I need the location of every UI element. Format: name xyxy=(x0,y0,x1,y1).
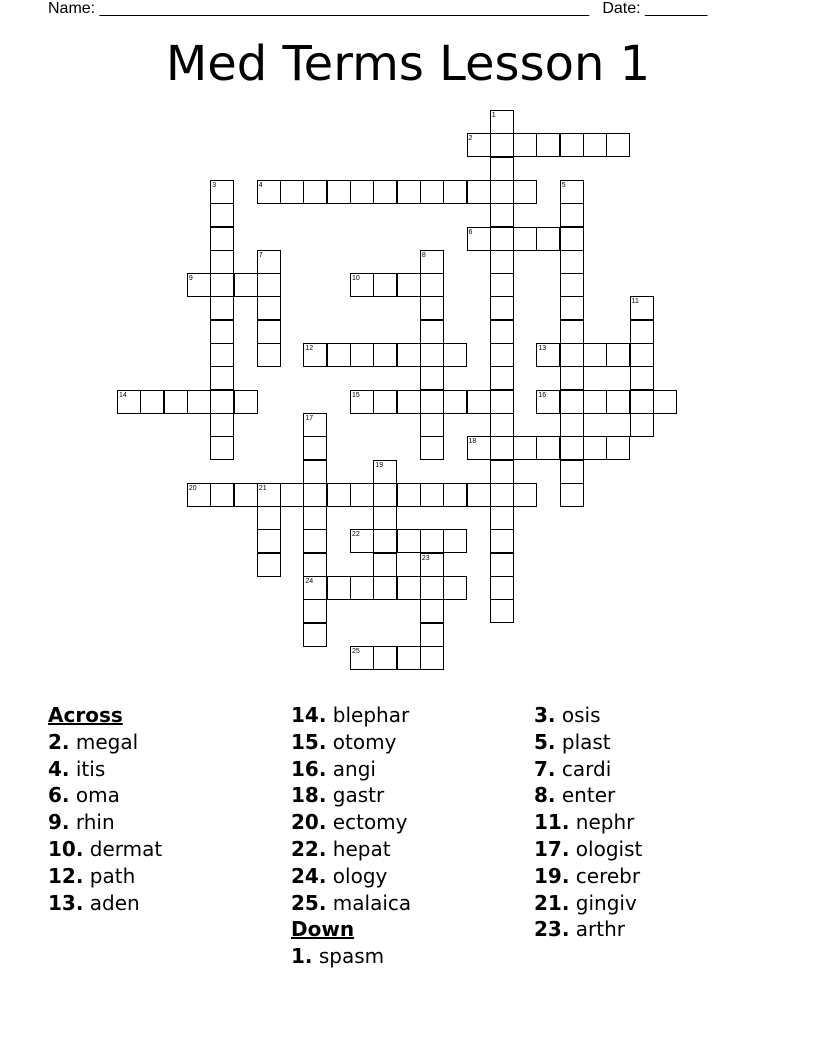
grid-cell[interactable] xyxy=(490,576,514,600)
grid-cell[interactable] xyxy=(210,320,234,344)
grid-cell[interactable] xyxy=(490,203,514,227)
grid-cell[interactable] xyxy=(303,436,327,460)
name-label: Name: xyxy=(48,0,96,17)
grid-cell[interactable] xyxy=(420,623,444,647)
clue-text: hepat xyxy=(326,836,391,861)
clue-text: cardi xyxy=(555,756,612,781)
grid-cell[interactable] xyxy=(420,273,444,297)
grid-cell[interactable] xyxy=(350,180,374,204)
clue-number: 22. xyxy=(291,836,327,861)
grid-cell[interactable] xyxy=(490,436,514,460)
grid-cell[interactable] xyxy=(257,320,281,344)
grid-cell[interactable] xyxy=(583,343,607,367)
clue-number-label: 24 xyxy=(305,578,314,585)
clue-number: 2. xyxy=(48,729,70,754)
clue-text: rhin xyxy=(69,810,115,835)
clue-number-label: 11 xyxy=(631,298,639,306)
clue-number-label: 4 xyxy=(258,181,263,189)
clue-text: arthr xyxy=(569,917,626,942)
clue-number-label: 18 xyxy=(468,438,477,446)
grid-cell[interactable] xyxy=(420,646,444,670)
clue-number: 19. xyxy=(534,863,570,888)
grid-cell[interactable] xyxy=(164,390,188,414)
clue-item xyxy=(534,836,642,863)
grid-cell[interactable] xyxy=(560,460,584,484)
clue-number-label: 5 xyxy=(561,181,566,189)
clue-item xyxy=(48,836,162,863)
clue-item xyxy=(48,809,162,836)
clue-number-label: 14 xyxy=(119,391,127,399)
grid-cell[interactable] xyxy=(583,436,607,460)
grid-cell[interactable] xyxy=(420,180,444,204)
grid-cell[interactable] xyxy=(373,273,397,297)
clue-heading: Across xyxy=(48,703,123,727)
clue-item xyxy=(534,782,642,809)
grid-cell[interactable] xyxy=(373,390,397,414)
grid-cell[interactable] xyxy=(234,483,258,507)
clue-text: aden xyxy=(83,890,140,915)
page-title: Med Terms Lesson 1 xyxy=(165,36,651,92)
clue-number-label: 19 xyxy=(375,461,384,469)
grid-cell[interactable] xyxy=(210,250,234,274)
clue-number-label: 13 xyxy=(538,345,547,352)
clue-text: malaica xyxy=(326,890,412,915)
grid-cell[interactable] xyxy=(420,576,444,600)
clue-item xyxy=(291,702,411,729)
clue-heading: Down xyxy=(291,917,355,942)
clue-number: 20. xyxy=(291,810,327,835)
grid-cell[interactable] xyxy=(653,390,677,414)
grid-cell[interactable] xyxy=(560,273,584,297)
grid-cell[interactable] xyxy=(303,553,327,577)
clue-number-label: 8 xyxy=(421,251,426,259)
clue-text: itis xyxy=(69,756,106,781)
grid-cell[interactable] xyxy=(443,390,467,414)
grid-cell[interactable] xyxy=(560,227,584,251)
clue-item xyxy=(534,756,642,783)
grid-cell[interactable] xyxy=(397,576,421,600)
grid-cell[interactable] xyxy=(350,483,374,507)
clue-item xyxy=(48,890,162,917)
grid-cell[interactable] xyxy=(560,296,584,320)
grid-cell[interactable] xyxy=(490,413,514,437)
grid-cell[interactable] xyxy=(373,180,397,204)
grid-cell[interactable] xyxy=(420,343,444,367)
grid-cell[interactable] xyxy=(630,343,654,367)
clue-text: megal xyxy=(69,729,139,754)
clue-item xyxy=(291,756,411,783)
clue-number: 7. xyxy=(534,756,556,781)
grid-cell[interactable] xyxy=(560,483,584,507)
date-label: Date: xyxy=(602,0,641,17)
grid-cell[interactable] xyxy=(210,483,234,507)
clue-text: dermat xyxy=(83,836,163,861)
clue-number-label: 10 xyxy=(352,275,360,283)
grid-cell[interactable] xyxy=(257,296,281,320)
grid-cell[interactable] xyxy=(513,180,537,204)
grid-cell[interactable] xyxy=(420,390,444,414)
grid-cell[interactable] xyxy=(350,576,374,600)
grid-cell[interactable] xyxy=(397,390,421,414)
grid-cell[interactable] xyxy=(397,343,421,367)
grid-cell[interactable] xyxy=(490,133,514,157)
grid-cell[interactable] xyxy=(327,343,351,367)
grid-cell[interactable] xyxy=(397,273,421,297)
clue-item xyxy=(291,782,411,809)
clue-number: 6. xyxy=(48,783,70,808)
clue-text: ectomy xyxy=(326,810,408,835)
grid-cell[interactable] xyxy=(257,273,281,297)
grid-cell[interactable] xyxy=(560,413,584,437)
clue-number: 17. xyxy=(534,836,570,861)
clue-item xyxy=(48,729,162,756)
clue-number: 25. xyxy=(291,890,327,915)
grid-cell[interactable] xyxy=(420,436,444,460)
grid-cell[interactable] xyxy=(560,320,584,344)
grid-cell[interactable] xyxy=(490,250,514,274)
grid-cell[interactable] xyxy=(536,436,560,460)
grid-cell[interactable] xyxy=(630,320,654,344)
grid-cell[interactable] xyxy=(257,506,281,530)
grid-cell[interactable] xyxy=(630,366,654,390)
grid-cell[interactable] xyxy=(490,296,514,320)
clue-item xyxy=(534,702,642,729)
clue-number-label: 2 xyxy=(468,135,473,143)
grid-cell[interactable] xyxy=(327,576,351,600)
grid-cell[interactable] xyxy=(210,203,234,227)
clue-number-label: 23 xyxy=(421,554,430,562)
clue-number-label: 7 xyxy=(258,251,263,259)
grid-cell[interactable] xyxy=(420,413,444,437)
clue-number-label: 21 xyxy=(258,484,267,492)
clue-item xyxy=(291,890,411,917)
clue-text: blephar xyxy=(326,703,410,727)
grid-cell[interactable] xyxy=(490,366,514,390)
grid-cell[interactable] xyxy=(280,180,304,204)
date-blank[interactable]: _______ xyxy=(645,0,708,17)
clue-text: gingiv xyxy=(569,890,637,915)
clue-column-3 xyxy=(534,702,642,943)
grid-cell[interactable] xyxy=(373,576,397,600)
clue-number: 1. xyxy=(291,944,313,969)
grid-cell[interactable] xyxy=(560,436,584,460)
clue-item xyxy=(534,809,642,836)
grid-cell[interactable] xyxy=(513,133,537,157)
grid-cell[interactable] xyxy=(443,483,467,507)
clue-item xyxy=(291,809,411,836)
grid-cell[interactable] xyxy=(303,483,327,507)
clue-number-label: 1 xyxy=(491,112,496,119)
grid-cell[interactable] xyxy=(513,227,537,251)
clue-number: 16. xyxy=(291,756,327,781)
grid-cell[interactable] xyxy=(234,273,258,297)
grid-cell[interactable] xyxy=(490,273,514,297)
grid-cell[interactable] xyxy=(210,273,234,297)
grid-cell[interactable] xyxy=(257,343,281,367)
grid-cell[interactable] xyxy=(443,343,467,367)
clue-number: 15. xyxy=(291,729,327,754)
grid-cell[interactable] xyxy=(583,133,607,157)
clue-text: angi xyxy=(326,756,376,781)
grid-cell[interactable] xyxy=(327,180,351,204)
clue-number-label: 12 xyxy=(305,345,314,352)
clue-number: 3. xyxy=(534,703,556,727)
clue-number-label: 22 xyxy=(352,531,360,539)
clue-item xyxy=(291,943,411,970)
clue-number: 18. xyxy=(291,783,327,808)
grid-cell[interactable] xyxy=(210,227,234,251)
grid-cell[interactable] xyxy=(467,483,491,507)
clue-text: enter xyxy=(555,783,616,808)
clue-number-label: 16 xyxy=(538,391,547,399)
grid-cell[interactable] xyxy=(490,599,514,623)
grid-cell[interactable] xyxy=(490,343,514,367)
grid-cell[interactable] xyxy=(234,390,258,414)
clue-number-label: 20 xyxy=(188,484,197,492)
clue-item xyxy=(291,729,411,756)
grid-cell[interactable] xyxy=(420,320,444,344)
clue-number: 4. xyxy=(48,756,70,781)
name-blank[interactable]: _______________________________________________________ xyxy=(99,0,589,17)
grid-cell[interactable] xyxy=(303,180,327,204)
grid-cell[interactable] xyxy=(257,529,281,553)
grid-cell[interactable] xyxy=(373,529,397,553)
clue-text: osis xyxy=(555,703,601,727)
grid-cell[interactable] xyxy=(490,553,514,577)
grid-cell[interactable] xyxy=(350,343,374,367)
grid-cell[interactable] xyxy=(560,343,584,367)
clue-number: 13. xyxy=(48,890,84,915)
grid-cell[interactable] xyxy=(280,483,304,507)
clue-number: 8. xyxy=(534,783,556,808)
clue-number: 21. xyxy=(534,890,570,915)
grid-cell[interactable] xyxy=(420,296,444,320)
clue-text: cerebr xyxy=(569,863,641,888)
clue-number: 23. xyxy=(534,917,570,942)
grid-cell[interactable] xyxy=(630,413,654,437)
grid-cell[interactable] xyxy=(397,483,421,507)
grid-cell[interactable] xyxy=(373,646,397,670)
grid-cell[interactable] xyxy=(373,343,397,367)
grid-cell[interactable] xyxy=(210,436,234,460)
grid-cell[interactable] xyxy=(606,343,630,367)
grid-cell[interactable] xyxy=(303,460,327,484)
grid-cell[interactable] xyxy=(210,390,234,414)
grid-cell[interactable] xyxy=(606,390,630,414)
clue-text: gastr xyxy=(326,783,385,808)
clue-text: oma xyxy=(69,783,120,808)
grid-cell[interactable] xyxy=(536,227,560,251)
grid-cell[interactable] xyxy=(490,180,514,204)
clue-number: 10. xyxy=(48,836,84,861)
clue-item xyxy=(48,863,162,890)
clue-number: 5. xyxy=(534,729,556,754)
grid-cell[interactable] xyxy=(210,366,234,390)
clue-column-1 xyxy=(48,702,162,916)
grid-cell[interactable] xyxy=(560,203,584,227)
grid-cell[interactable] xyxy=(560,133,584,157)
grid-cell[interactable] xyxy=(443,529,467,553)
grid-cell[interactable] xyxy=(490,227,514,251)
grid-cell[interactable] xyxy=(467,390,491,414)
clue-item xyxy=(534,916,642,943)
grid-cell[interactable] xyxy=(373,553,397,577)
clue-number-label: 6 xyxy=(468,228,473,236)
clue-number-label: 9 xyxy=(188,275,193,283)
grid-cell[interactable] xyxy=(490,460,514,484)
clue-number: 9. xyxy=(48,810,70,835)
grid-cell[interactable] xyxy=(210,296,234,320)
grid-cell[interactable] xyxy=(257,553,281,577)
grid-cell[interactable] xyxy=(443,576,467,600)
grid-cell[interactable] xyxy=(420,483,444,507)
clue-number-label: 17 xyxy=(305,414,314,422)
grid-cell[interactable] xyxy=(583,390,607,414)
grid-cell[interactable] xyxy=(560,390,584,414)
clue-text: ologist xyxy=(569,836,643,861)
clue-number-label: 25 xyxy=(352,647,360,655)
grid-cell[interactable] xyxy=(606,133,630,157)
grid-cell[interactable] xyxy=(140,390,164,414)
grid-cell[interactable] xyxy=(420,599,444,623)
clue-number: 11. xyxy=(534,810,570,835)
grid-cell[interactable] xyxy=(303,623,327,647)
grid-cell[interactable] xyxy=(467,180,491,204)
grid-cell[interactable] xyxy=(490,390,514,414)
clue-text: nephr xyxy=(569,810,635,835)
grid-cell[interactable] xyxy=(397,529,421,553)
grid-cell[interactable] xyxy=(513,483,537,507)
clue-text: path xyxy=(83,863,136,888)
grid-cell[interactable] xyxy=(490,157,514,181)
grid-cell[interactable] xyxy=(373,483,397,507)
clue-item xyxy=(534,729,642,756)
clue-number: 24. xyxy=(291,863,327,888)
grid-cell[interactable] xyxy=(560,366,584,390)
grid-cell[interactable] xyxy=(560,250,584,274)
grid-cell[interactable] xyxy=(420,366,444,390)
clue-number: 14. xyxy=(291,703,327,727)
clue-item xyxy=(534,890,642,917)
clue-text: ology xyxy=(326,863,388,888)
grid-cell[interactable] xyxy=(536,133,560,157)
grid-cell[interactable] xyxy=(490,483,514,507)
grid-cell[interactable] xyxy=(187,390,211,414)
grid-cell[interactable] xyxy=(303,529,327,553)
grid-cell[interactable] xyxy=(397,180,421,204)
grid-cell[interactable] xyxy=(327,483,351,507)
clue-item xyxy=(48,756,162,783)
clue-number: 12. xyxy=(48,863,84,888)
clue-item xyxy=(48,782,162,809)
grid-cell[interactable] xyxy=(606,436,630,460)
grid-cell[interactable] xyxy=(630,390,654,414)
clue-column-2 xyxy=(291,702,411,970)
clue-text: otomy xyxy=(326,729,397,754)
clue-item xyxy=(534,863,642,890)
name-date-line xyxy=(48,0,707,18)
clue-number-label: 3 xyxy=(212,181,217,189)
grid-cell[interactable] xyxy=(490,529,514,553)
grid-cell[interactable] xyxy=(303,506,327,530)
grid-cell[interactable] xyxy=(490,320,514,344)
grid-cell[interactable] xyxy=(210,343,234,367)
grid-cell[interactable] xyxy=(303,599,327,623)
clue-number-label: 15 xyxy=(352,391,360,399)
grid-cell[interactable] xyxy=(513,436,537,460)
grid-cell[interactable] xyxy=(210,413,234,437)
grid-cell[interactable] xyxy=(397,646,421,670)
grid-cell[interactable] xyxy=(443,180,467,204)
grid-cell[interactable] xyxy=(373,506,397,530)
clue-item xyxy=(291,863,411,890)
clue-item xyxy=(291,836,411,863)
clue-text: plast xyxy=(555,729,611,754)
grid-cell[interactable] xyxy=(420,529,444,553)
clue-text: spasm xyxy=(312,944,385,969)
grid-cell[interactable] xyxy=(490,506,514,530)
